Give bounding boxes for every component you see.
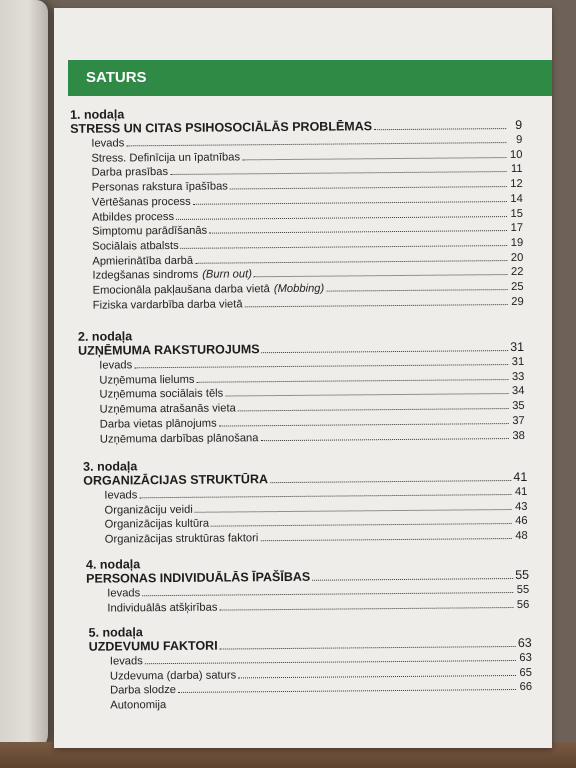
entry-list [89,651,532,714]
entry-text: Atbildes process [91,210,175,224]
dot-leader [197,378,509,383]
dot-leader [326,288,507,292]
entry-page-number: 31 [511,355,525,369]
entry-page-number: 65 [519,666,532,679]
dot-leader [238,407,509,411]
entry-page-number: 37 [512,414,525,427]
dot-leader [260,437,508,441]
entry-text: Ievads [91,137,125,150]
chapter-page-number: 55 [515,567,530,582]
toc-entry[interactable] [107,598,529,616]
entry-page-number: 22 [510,266,524,279]
entry-text: Darba slodze [110,684,177,697]
dot-leader [134,363,508,368]
entry-text: Ievads [109,655,143,668]
chapter-block [86,554,529,616]
chapter-block [83,456,528,548]
chapter-title: UZDEVUMU FAKTORI [88,638,218,654]
entry-page-number: 17 [510,222,524,235]
entry-page-number: 25 [511,280,524,294]
entry-page-number: 29 [511,295,524,308]
entry-italic-text: (Burn out) [202,268,252,282]
chapter-title: PERSONAS INDIVIDUĀLĀS ĪPAŠĪBAS [86,569,311,586]
chapter-title: STRESS UN CITAS PSIHOSOCIĀLĀS PROBLĒMAS [70,119,373,136]
dot-leader [230,185,507,189]
entry-text: Uzņēmuma darbības plānošana [99,431,259,446]
entry-page-number: 43 [514,500,528,513]
entry-page-number: 41 [514,485,528,498]
dot-leader [145,659,516,664]
entry-page-number: 38 [512,429,525,442]
entry-page-number: 66 [519,681,533,694]
dot-leader [254,273,508,277]
dot-leader [270,479,511,483]
dot-leader [195,259,507,264]
page-title: SATURS [86,69,147,86]
chapter-label: 1. nodaļa [69,107,125,122]
entry-list [78,355,525,447]
dot-leader [219,606,513,611]
dot-leader [195,508,512,513]
entry-text: Fiziska vardarbība darba vietā [92,298,243,312]
chapter-label: 5. nodaļa [88,625,143,640]
entry-text: Organizācijas struktūras faktori [104,532,259,546]
entry-text: Individuālās atšķirības [107,601,218,615]
entry-text: Uzņēmuma atrašanās vieta [99,402,236,416]
dot-leader [219,422,509,427]
entry-text: Personas rakstura īpašības [91,180,228,194]
entry-page-number: 48 [515,529,528,543]
entry-list [86,583,529,616]
entry-italic-text: (Mobbing) [273,282,325,296]
chapter-title: UZŅĒMUMA RAKSTUROJUMS [78,342,260,358]
entry-page-number: 20 [510,251,524,264]
toc-entry[interactable] [105,529,528,547]
chapter-block [78,326,525,447]
dot-leader [262,349,509,353]
entry-text: Apmierinātība darbā [92,254,194,268]
toc-entry[interactable] [93,295,524,313]
dot-leader [238,674,516,678]
book-page [54,8,552,748]
entry-text: Uzdevuma (darba) saturs [109,669,237,683]
chapter-block [89,622,533,714]
chapter-block [70,104,524,313]
dot-leader [220,645,516,650]
dot-leader [374,127,506,130]
entry-text: Ievads [107,587,141,600]
toc-entry[interactable] [100,428,525,446]
entry-page-number: 35 [512,400,525,413]
entry-page-number: 46 [515,515,528,528]
dot-leader [139,493,511,498]
dot-leader [176,215,507,220]
chapter-label: 3. nodaļa [83,459,138,474]
chapter-label: 2. nodaļa [77,329,133,344]
dot-leader [193,200,507,205]
dot-leader [242,156,506,160]
dot-leader [312,577,513,581]
entry-text: Darba vietas plānojums [99,417,217,431]
entry-text: Autonomija [110,699,167,712]
entry-page-number: 12 [510,178,523,191]
dot-leader [178,688,516,693]
dot-leader [260,537,511,541]
entry-page-number: 34 [511,385,525,398]
chapter-page-number: 63 [517,635,532,650]
entry-text: Stress. Definīcija un īpatnības [91,151,241,165]
entry-text: Organizāciju veidi [104,503,193,517]
entry-text: Darba prasības [91,166,169,180]
entry-text: Simptomu parādīšanās [92,224,208,238]
chapter-page-number: 9 [515,117,523,132]
dot-leader [209,229,507,234]
dot-leader [142,591,513,596]
entry-text: Ievads [99,359,133,372]
entry-page-number: 15 [510,207,523,220]
chapter-title: ORGANIZĀCIJAS STRUKTŪRA [83,472,269,488]
entry-page-number: 63 [519,651,532,664]
chapter-label: 4. nodaļa [85,557,141,572]
dot-leader [181,244,508,249]
entry-text: Sociālais atbalsts [92,239,179,253]
dot-leader [225,392,508,396]
chapter-page-number: 41 [513,469,528,485]
entry-text: Emocionāla pakļaušana darba vietā [92,283,270,297]
chapter-page-number: 31 [510,339,525,355]
entry-page-number: 56 [516,598,530,611]
entry-text: Uzņēmuma sociālais tēls [99,387,224,402]
header-band [68,60,552,96]
entry-page-number: 9 [516,133,523,146]
entry-text: Organizācijas kultūra [104,518,210,531]
entry-text: Uzņēmuma lielums [99,373,195,387]
entry-text: Izdegšanas sindroms [92,269,199,282]
dot-leader [126,141,506,146]
entry-page-number: 19 [510,236,524,249]
entry-page-number: 10 [509,148,523,161]
entry-list [70,133,524,313]
entry-page-number: 55 [516,583,530,596]
entry-list [83,485,527,548]
dot-leader [211,522,512,527]
entry-text: Vērtēšanas process [91,195,191,209]
dot-leader [245,303,508,307]
entry-page-number: 14 [510,192,523,205]
entry-page-number: 33 [511,370,525,383]
left-page-edge [0,0,48,752]
entry-page-number: 11 [510,163,523,176]
dot-leader [170,170,507,175]
table-of-contents [54,104,558,748]
entry-text: Ievads [104,489,138,502]
